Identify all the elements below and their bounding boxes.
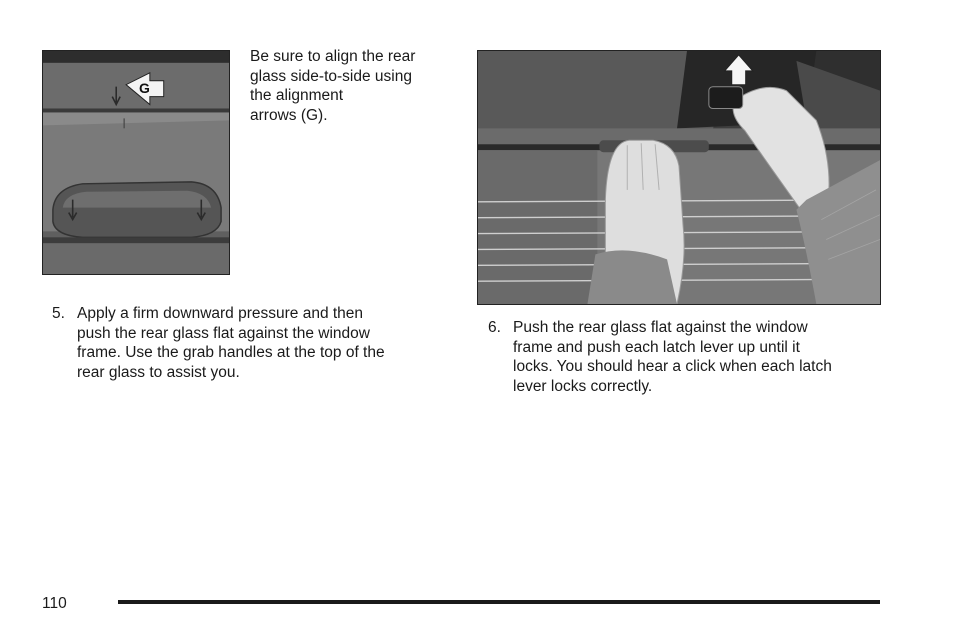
step-line: frame. Use the grab handles at the top of the xyxy=(77,344,385,362)
caption-line: glass side-to-side using xyxy=(250,67,412,85)
step-line: lever locks correctly. xyxy=(513,377,653,395)
step-number: 5. xyxy=(52,305,65,322)
caption-line: arrows (G). xyxy=(250,106,328,124)
callout-letter-g: G xyxy=(139,80,150,96)
page-number: 110 xyxy=(42,595,67,612)
step-line: Push the rear glass flat against the window xyxy=(513,319,808,336)
step-line: push the rear glass flat against the window xyxy=(77,324,370,342)
alignment-arrows-illustration xyxy=(43,51,229,274)
push-rear-glass-photo xyxy=(477,50,881,305)
step-6 xyxy=(488,318,908,398)
step-number: 6. xyxy=(488,319,501,336)
caption-line: Be sure to align the rear xyxy=(250,48,416,65)
alignment-arrows-photo xyxy=(42,50,230,275)
step-text xyxy=(513,318,832,396)
step-line: rear glass to assist you. xyxy=(77,363,240,381)
step-5 xyxy=(52,304,452,384)
caption-line: the alignment xyxy=(250,87,344,105)
push-rear-glass-illustration xyxy=(478,51,880,304)
step-text xyxy=(77,304,385,382)
step-line: Apply a firm downward pressure and then xyxy=(77,305,364,322)
step-line: frame and push each latch lever up until it xyxy=(513,338,800,356)
alignment-caption xyxy=(250,47,450,125)
step-line: locks. You should hear a click when each latch xyxy=(513,358,832,376)
footer-rule xyxy=(118,600,880,604)
